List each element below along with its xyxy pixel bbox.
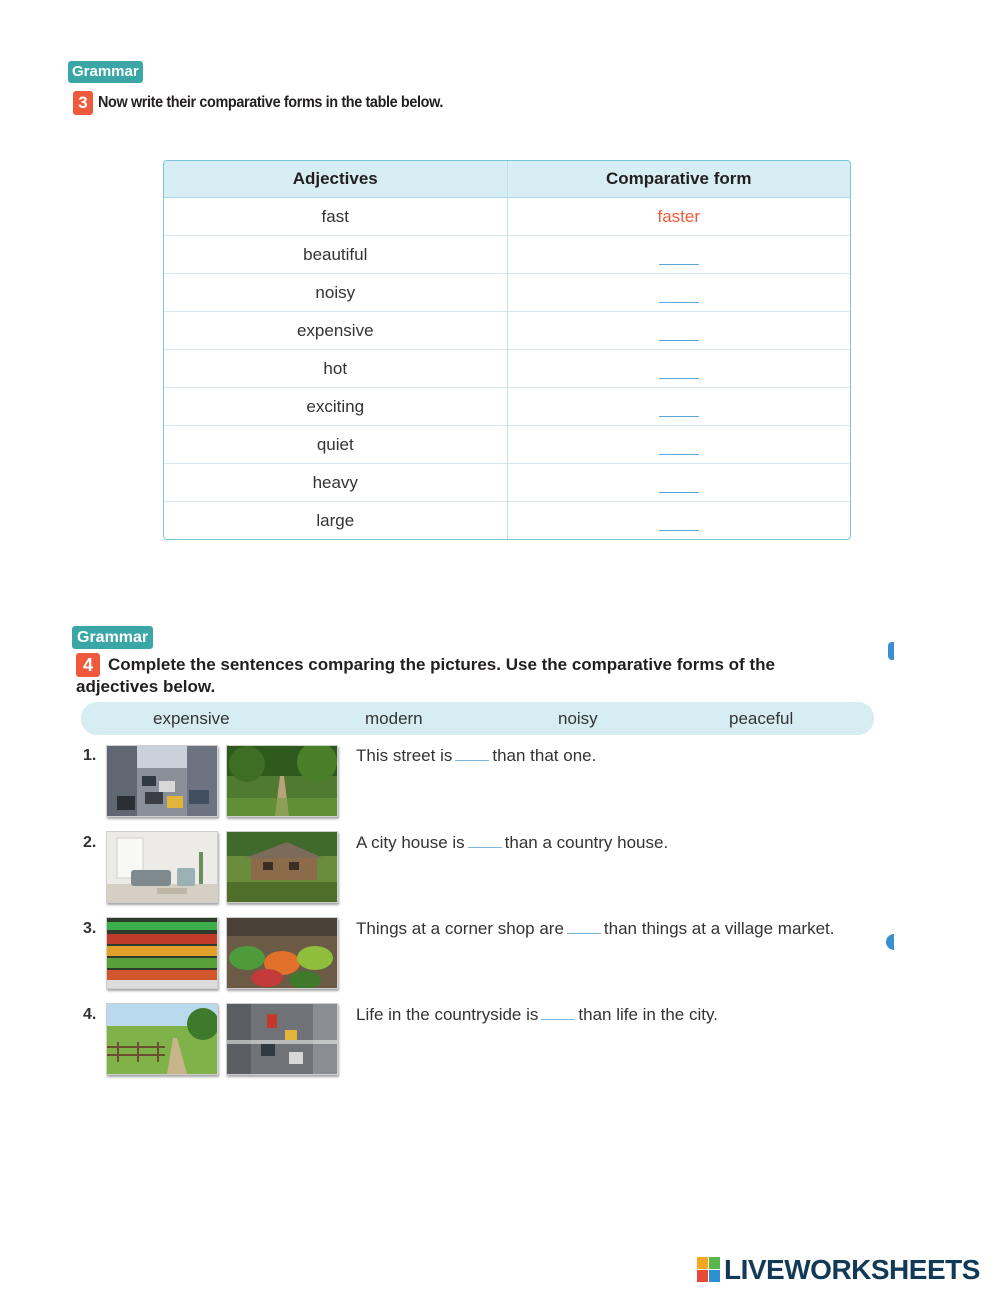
question-number: 1. bbox=[83, 747, 97, 764]
sentence bbox=[356, 830, 872, 856]
adjective-cell: heavy bbox=[164, 464, 507, 502]
table-row bbox=[164, 198, 850, 236]
comparative-table bbox=[163, 160, 851, 540]
answer-blank-input[interactable] bbox=[659, 360, 699, 379]
question-number: 3. bbox=[83, 920, 97, 937]
sentence bbox=[356, 1002, 872, 1028]
answer-blank-input[interactable] bbox=[659, 436, 699, 455]
supermarket-produce-shelves-photo bbox=[106, 917, 218, 989]
adjective-cell: large bbox=[164, 502, 507, 540]
edge-tab-marker bbox=[886, 934, 894, 950]
green-countryside-path-photo bbox=[106, 1003, 218, 1075]
exercise-number-badge: 3 bbox=[73, 91, 93, 115]
answer-cell bbox=[507, 274, 850, 312]
answer-cell bbox=[507, 388, 850, 426]
answer-blank-input[interactable] bbox=[659, 246, 699, 265]
sentence bbox=[356, 743, 872, 769]
word-box-item: peaceful bbox=[729, 709, 794, 728]
table-row bbox=[164, 274, 850, 312]
sentence-blank-input[interactable] bbox=[541, 1003, 575, 1020]
answer-cell bbox=[507, 198, 850, 236]
answer-blank-input[interactable] bbox=[659, 284, 699, 303]
answer-cell bbox=[507, 502, 850, 540]
table-row bbox=[164, 350, 850, 388]
answer-blank-input[interactable] bbox=[659, 474, 699, 493]
adjective-cell: hot bbox=[164, 350, 507, 388]
sentence-end: than that one. bbox=[492, 746, 597, 765]
answer-cell bbox=[507, 236, 850, 274]
table-row bbox=[164, 388, 850, 426]
grammar-tag: Grammar bbox=[68, 61, 143, 83]
grammar-tag: Grammar bbox=[72, 626, 153, 649]
wooden-country-house-photo bbox=[226, 831, 338, 903]
question-number: 4. bbox=[83, 1006, 97, 1023]
answer-blank-input[interactable] bbox=[659, 322, 699, 341]
word-box bbox=[81, 702, 874, 735]
question-number: 2. bbox=[83, 834, 97, 851]
adjective-cell: expensive bbox=[164, 312, 507, 350]
table-row bbox=[164, 426, 850, 464]
column-header-comparative-form: Comparative form bbox=[507, 161, 850, 198]
exercise-instruction: Now write their comparative forms in the table below. bbox=[98, 94, 444, 111]
answer-blank-input[interactable] bbox=[659, 512, 699, 531]
busy-traffic-street-photo bbox=[106, 745, 218, 817]
sentence-end: than life in the city. bbox=[578, 1005, 718, 1024]
edge-tab-marker bbox=[888, 642, 894, 660]
modern-living-room-photo bbox=[106, 831, 218, 903]
sentence-end: than things at a village market. bbox=[603, 919, 835, 938]
table-row bbox=[164, 464, 850, 502]
adjective-cell: exciting bbox=[164, 388, 507, 426]
column-header-adjectives: Adjectives bbox=[164, 161, 507, 198]
answer-blank-input[interactable] bbox=[659, 398, 699, 417]
answer-cell bbox=[507, 426, 850, 464]
sentence-start: A city house is bbox=[356, 833, 465, 852]
liveworksheets-logo bbox=[697, 1255, 980, 1285]
tree-lined-country-road-photo bbox=[226, 745, 338, 817]
table-row bbox=[164, 312, 850, 350]
exercise-instruction: Complete the sentences comparing the pictures. Use the comparative forms of the adjectives below. bbox=[76, 655, 775, 696]
sentence bbox=[356, 916, 872, 942]
answer-cell bbox=[507, 312, 850, 350]
sentence-blank-input[interactable] bbox=[567, 917, 601, 934]
sentence-start: Things at a corner shop are bbox=[356, 919, 564, 938]
sentence-end: than a country house. bbox=[504, 833, 669, 852]
table-row bbox=[164, 236, 850, 274]
word-box-item: modern bbox=[365, 709, 423, 728]
table-row bbox=[164, 502, 850, 540]
sentence-blank-input[interactable] bbox=[455, 744, 489, 761]
adjective-cell: beautiful bbox=[164, 236, 507, 274]
answer-cell bbox=[507, 464, 850, 502]
liveworksheets-logo-icon bbox=[697, 1257, 721, 1283]
sentence-start: Life in the countryside is bbox=[356, 1005, 539, 1024]
adjective-cell: quiet bbox=[164, 426, 507, 464]
busy-city-intersection-photo bbox=[226, 1003, 338, 1075]
exercise-number-badge: 4 bbox=[76, 653, 100, 677]
logo-text: LIVEWORKSHEETS bbox=[724, 1254, 980, 1285]
village-market-vegetables-photo bbox=[226, 917, 338, 989]
answer-cell bbox=[507, 350, 850, 388]
adjective-cell: noisy bbox=[164, 274, 507, 312]
word-box-item: noisy bbox=[558, 709, 598, 728]
sentence-blank-input[interactable] bbox=[468, 831, 502, 848]
adjective-cell: fast bbox=[164, 198, 507, 236]
sentence-start: This street is bbox=[356, 746, 453, 765]
answer-example: faster bbox=[657, 206, 701, 226]
word-box-item: expensive bbox=[153, 709, 230, 728]
